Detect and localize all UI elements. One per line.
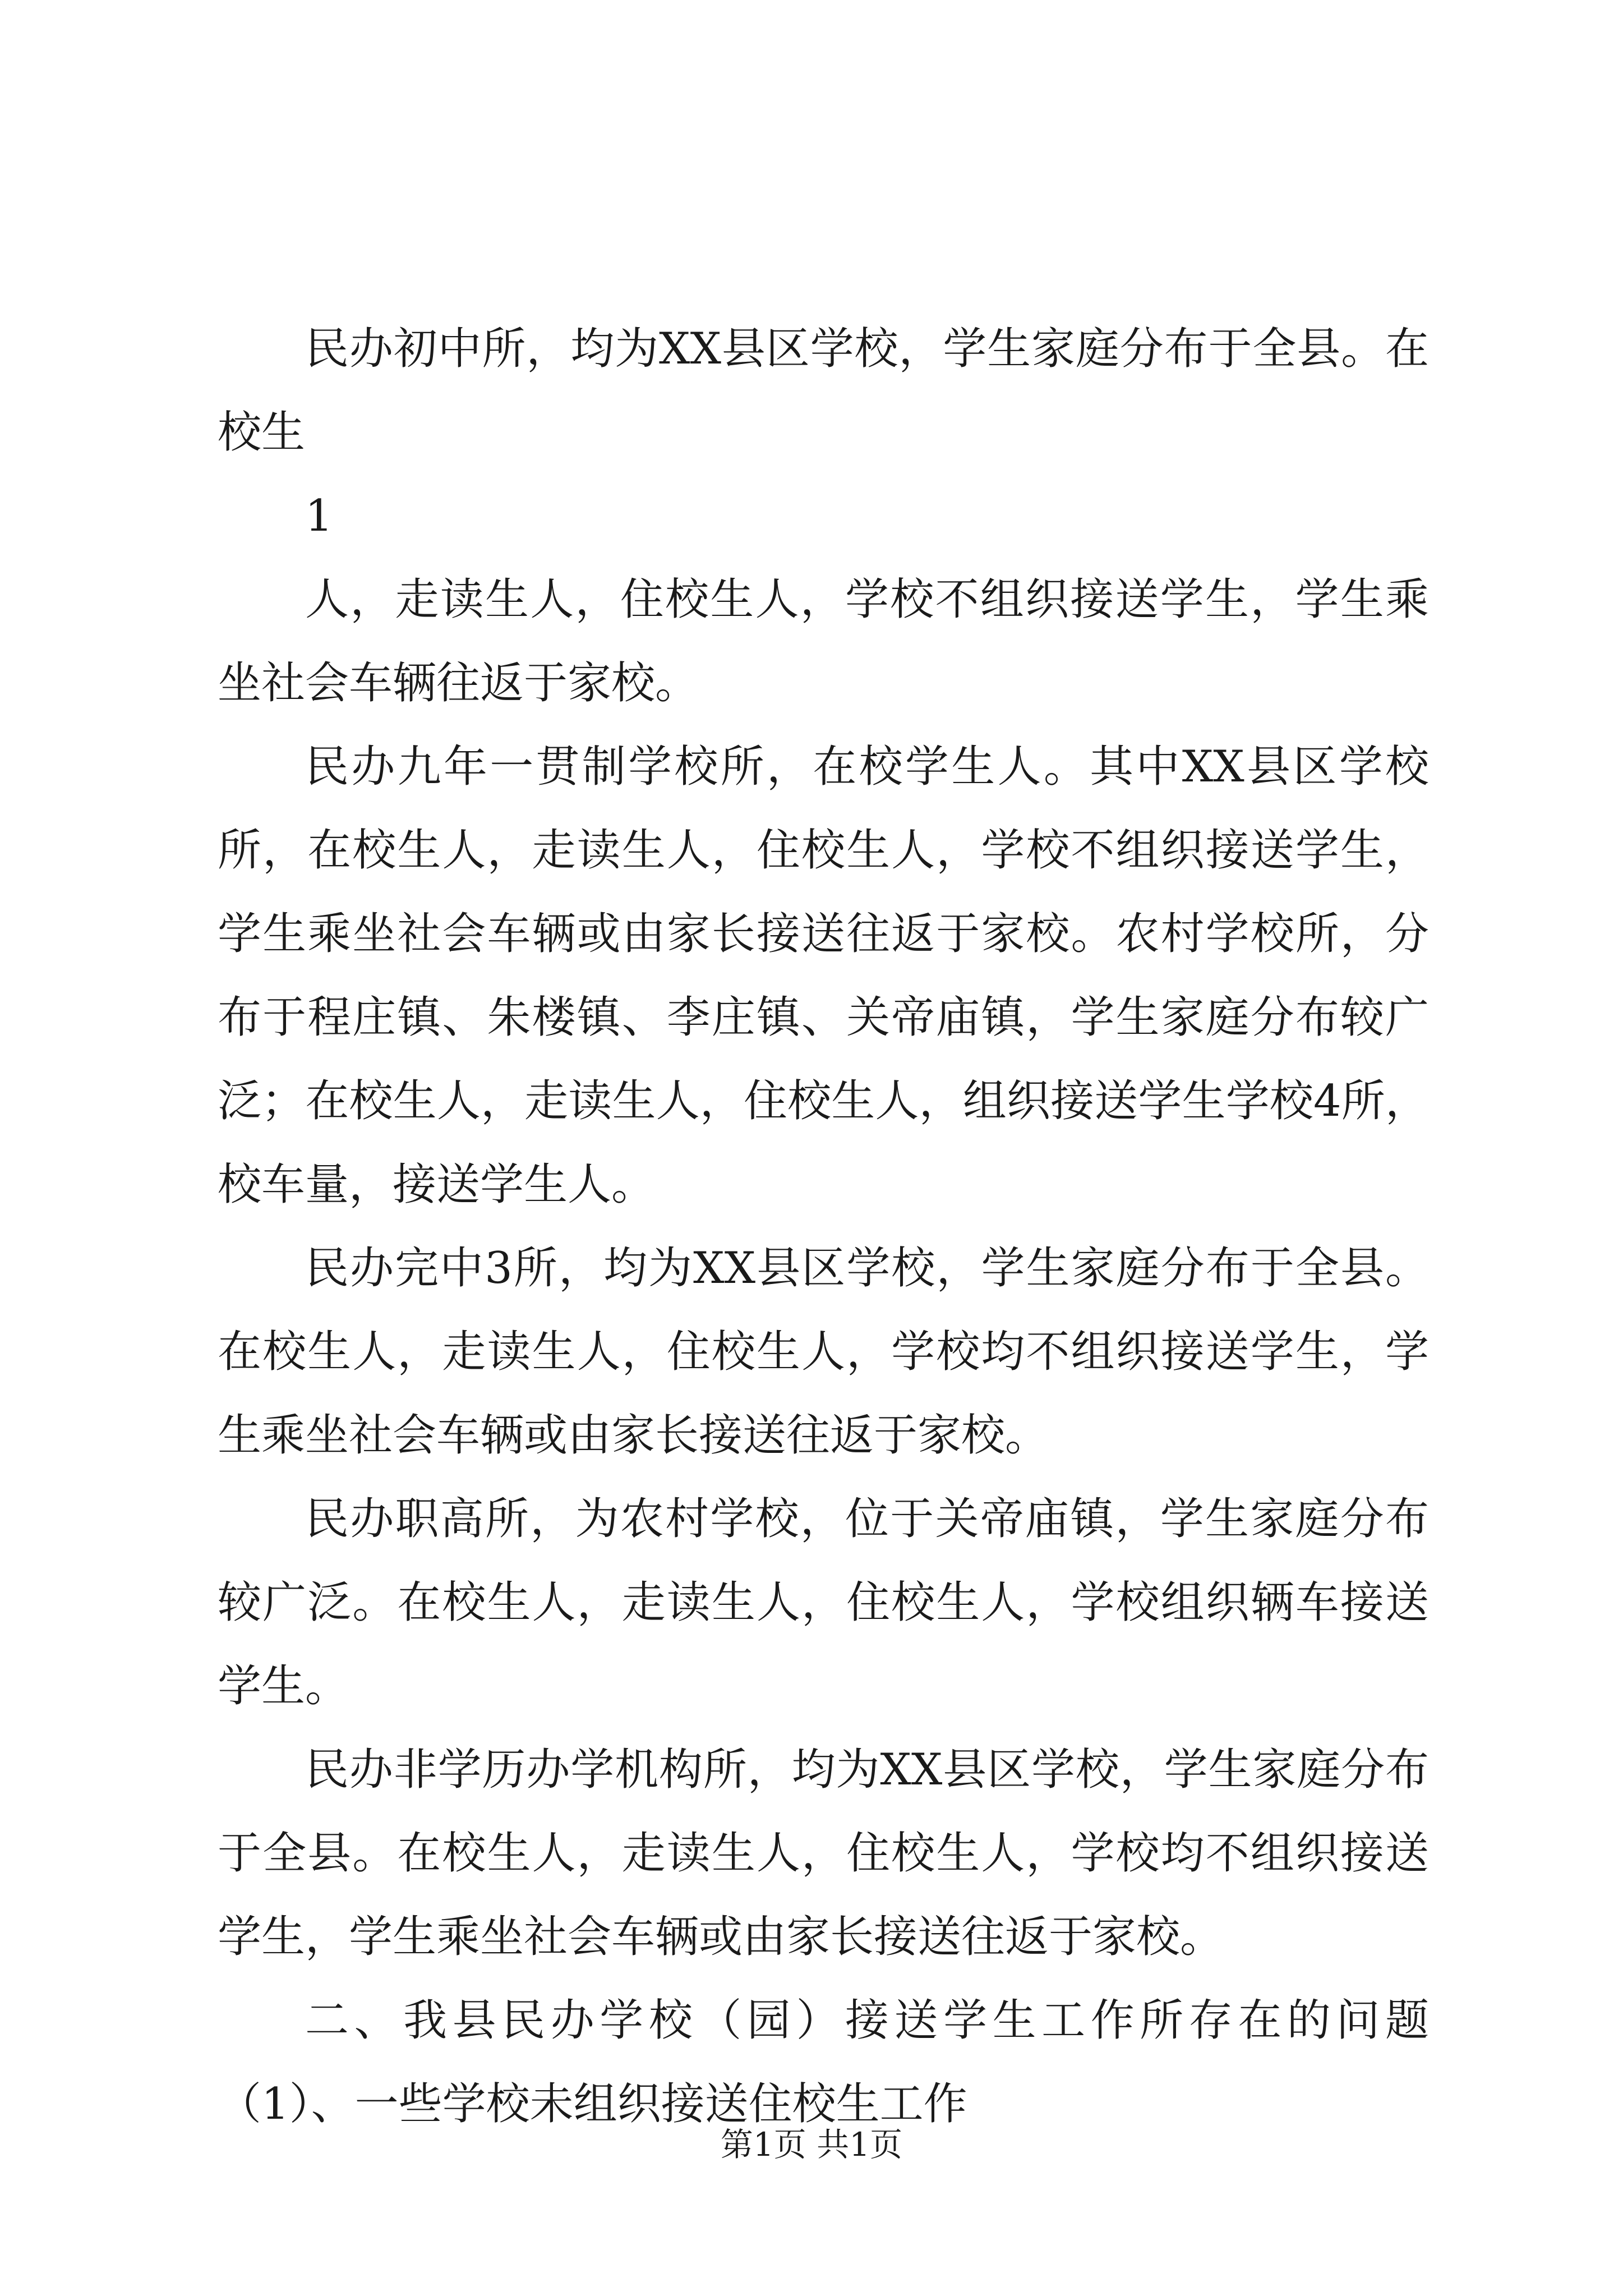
paragraph-nine-year-school: 民办九年一贯制学校所，在校学生人。其中XX县区学校所，在校生人，走读生人，住校生人，学校不组织接送学生，学生乘坐社会车辆或由家长接送往返于家校。农村学校所，分布于程庄镇、朱楼镇、李庄镇、关帝庙镇，学生家庭分布较广泛；在校生人，走读生人，住校生人，组织接送学生学校4所，校车量，接送学生人。 — [218, 742, 1429, 1210]
paragraph-problems-heading: 二、我县民办学校（园）接送学生工作所存在的问题（1）、一些学校未组织接送住校生工作 — [218, 1995, 1429, 2129]
paragraph-complete-middle-school: 民办完中3所，均为XX县区学校，学生家庭分布于全县。在校生人，走读生人，住校生人，学校均不组织接送学生，学生乘坐社会车辆或由家长接送往返于家校。 — [218, 1243, 1429, 1461]
paragraph-private-junior-high: 民办初中所，均为XX县区学校，学生家庭分布于全县。在校生 — [218, 324, 1429, 458]
paragraph-number: 1 — [305, 491, 333, 541]
document-body — [218, 307, 1429, 2146]
paragraph-commuters: 人，走读生人，住校生人，学校不组织接送学生，学生乘坐社会车辆往返于家校。 — [218, 574, 1429, 708]
page-number-footer: 第1页 共1页 — [720, 2125, 903, 2164]
paragraph-non-degree-institutions: 民办非学历办学机构所，均为XX县区学校，学生家庭分布于全县。在校生人，走读生人，住校生人，学校均不组织接送学生，学生乘坐社会车辆或由家长接送往返于家校。 — [218, 1745, 1429, 1962]
paragraph-vocational-high: 民办职高所，为农村学校，位于关帝庙镇，学生家庭分布较广泛。在校生人，走读生人，住校生人，学校组织辆车接送学生。 — [218, 1494, 1429, 1711]
